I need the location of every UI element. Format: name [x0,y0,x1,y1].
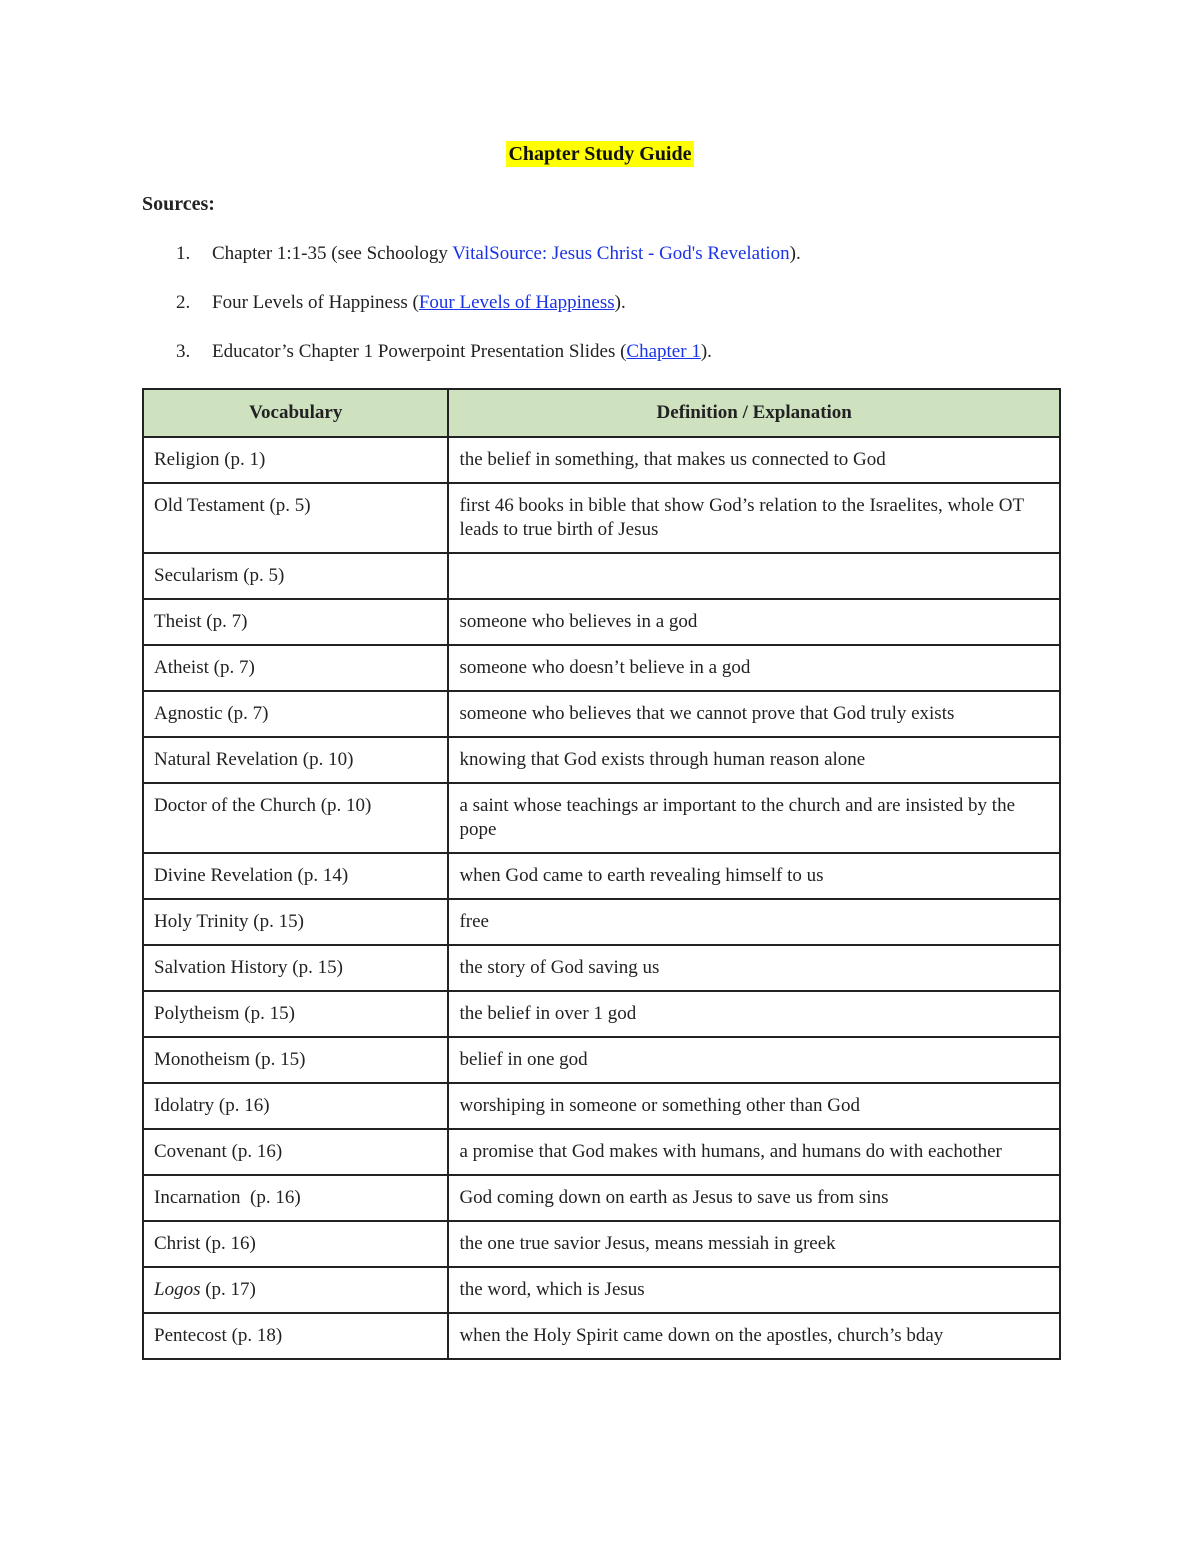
sources-label: Sources: [142,193,215,215]
vocab-page: (p. 15) [239,1003,295,1024]
table-row [143,553,1060,599]
vocab-page: (p. 7) [222,703,269,724]
table-row [143,1267,1060,1313]
title-wrap [0,141,1200,167]
vocab-term: Salvation History [154,957,288,978]
vocab-definition: the story of God saving us [448,945,1060,991]
table-row [143,483,1060,553]
table-row [143,1221,1060,1267]
vocab-definition: free [448,899,1060,945]
vocab-term: Holy Trinity [154,911,249,932]
vocab-term-cell [143,991,448,1037]
vocab-definition: when God came to earth revealing himself to us [448,853,1060,899]
vocab-definition: a promise that God makes with humans, and humans do with eachother [448,1129,1060,1175]
vocab-term-cell [143,645,448,691]
vocab-term-cell [143,691,448,737]
vocab-page: (p. 5) [238,565,285,586]
vocab-term-cell [143,853,448,899]
vocab-term-cell [143,1267,448,1313]
table-row [143,899,1060,945]
vocab-term: Divine Revelation [154,865,293,886]
vocab-term-cell [143,737,448,783]
table-row [143,1175,1060,1221]
source-text-end: ). [700,341,712,362]
vocab-definition: the belief in something, that makes us connected to God [448,437,1060,483]
vocab-term: Old Testament [154,495,265,516]
vocab-page: (p. 7) [208,657,255,678]
vocab-page: (p. 5) [264,495,311,516]
table-row [143,853,1060,899]
vocab-term: Covenant [154,1141,227,1162]
vocab-definition: someone who believes that we cannot prove that God truly exists [448,691,1060,737]
table-row [143,991,1060,1037]
chapter-1-link[interactable]: Chapter 1 [626,341,701,362]
table-row [143,1129,1060,1175]
vocab-term-cell [143,1129,448,1175]
table-row [143,437,1060,483]
vocab-term: Pentecost [154,1325,227,1346]
vocab-term: Doctor of the Church [154,795,316,816]
vocab-page: (p. 15) [287,957,343,978]
vocab-term: Religion [154,449,220,470]
vocab-term: Incarnation [154,1187,241,1208]
vocab-definition: someone who believes in a god [448,599,1060,645]
vocab-term: Polytheism [154,1003,240,1024]
table-row [143,737,1060,783]
vocab-definition: God coming down on earth as Jesus to save us from sins [448,1175,1060,1221]
vitalsource-link[interactable]: VitalSource: Jesus Christ - God's Revelation [452,243,790,264]
list-number: 3. [176,341,191,362]
vocab-definition: the belief in over 1 god [448,991,1060,1037]
source-text: Four Levels of Happiness ( [212,292,419,313]
vocab-definition: a saint whose teachings ar important to the church and are insisted by the pope [448,783,1060,853]
vocab-page: (p. 15) [248,911,304,932]
vocab-term: Atheist [154,657,209,678]
table-row [143,1083,1060,1129]
vocab-term-cell [143,599,448,645]
list-number: 2. [176,292,191,313]
vocab-term-cell [143,437,448,483]
source-item [142,241,801,267]
list-number: 1. [176,243,191,264]
vocab-term-cell [143,945,448,991]
vocab-definition [448,553,1060,599]
vocab-term-cell [143,1037,448,1083]
vocab-page: (p. 17) [200,1279,256,1300]
vocab-term: Secularism [154,565,239,586]
vocab-page: (p. 16) [200,1233,256,1254]
source-text: Chapter 1:1-35 (see Schoology [212,243,453,264]
header-vocabulary: Vocabulary [143,389,448,437]
page-title: Chapter Study Guide [508,143,692,165]
vocab-definition: worshiping in someone or something other than God [448,1083,1060,1129]
vocab-page: (p. 16) [240,1187,301,1208]
vocab-term-cell [143,1313,448,1359]
vocab-term: Natural Revelation [154,749,299,770]
vocab-definition: when the Holy Spirit came down on the apostles, church’s bday [448,1313,1060,1359]
vocab-definition: belief in one god [448,1037,1060,1083]
vocab-term: Logos [154,1279,201,1300]
sources-list [142,241,801,388]
vocab-definition: the one true savior Jesus, means messiah in greek [448,1221,1060,1267]
vocab-page: (p. 1) [219,449,266,470]
vocab-page: (p. 14) [292,865,349,886]
vocab-term-cell [143,553,448,599]
vocab-term: Agnostic [154,703,223,724]
vocab-page: (p. 15) [250,1049,306,1070]
vocab-page: (p. 10) [298,749,354,770]
happiness-link[interactable]: Four Levels of Happiness [418,292,615,313]
vocab-definition: someone who doesn’t believe in a god [448,645,1060,691]
vocab-page: (p. 18) [226,1325,283,1346]
source-text-end: ). [614,292,626,313]
table-row [143,691,1060,737]
vocab-term-cell [143,899,448,945]
vocab-term: Monotheism [154,1049,251,1070]
source-item [142,290,801,316]
table-row [143,1037,1060,1083]
vocab-page: (p. 16) [226,1141,283,1162]
vocabulary-table [142,388,1061,1360]
vocab-term: Christ [154,1233,201,1254]
vocab-term-cell [143,483,448,553]
table-row [143,945,1060,991]
vocab-term-cell [143,1083,448,1129]
table-row [143,645,1060,691]
vocab-page: (p. 7) [201,611,248,632]
vocab-page: (p. 16) [214,1095,270,1116]
vocab-term: Idolatry [154,1095,215,1116]
source-text-end: ). [789,243,801,264]
vocab-page: (p. 10) [315,795,372,816]
vocab-term-cell [143,1175,448,1221]
vocab-definition: knowing that God exists through human reason alone [448,737,1060,783]
table-row [143,783,1060,853]
table-row [143,599,1060,645]
vocab-term-cell [143,783,448,853]
header-definition: Definition / Explanation [448,389,1060,437]
vocab-term: Theist [154,611,202,632]
vocab-definition: first 46 books in bible that show God’s relation to the Israelites, whole OT leads to true birth of Jesus [448,483,1060,553]
table-row [143,1313,1060,1359]
table-header-row [143,389,1060,437]
table-body [143,437,1060,1359]
source-text: Educator’s Chapter 1 Powerpoint Presentation Slides ( [212,341,627,362]
vocab-definition: the word, which is Jesus [448,1267,1060,1313]
vocab-term-cell [143,1221,448,1267]
source-item [142,339,801,365]
